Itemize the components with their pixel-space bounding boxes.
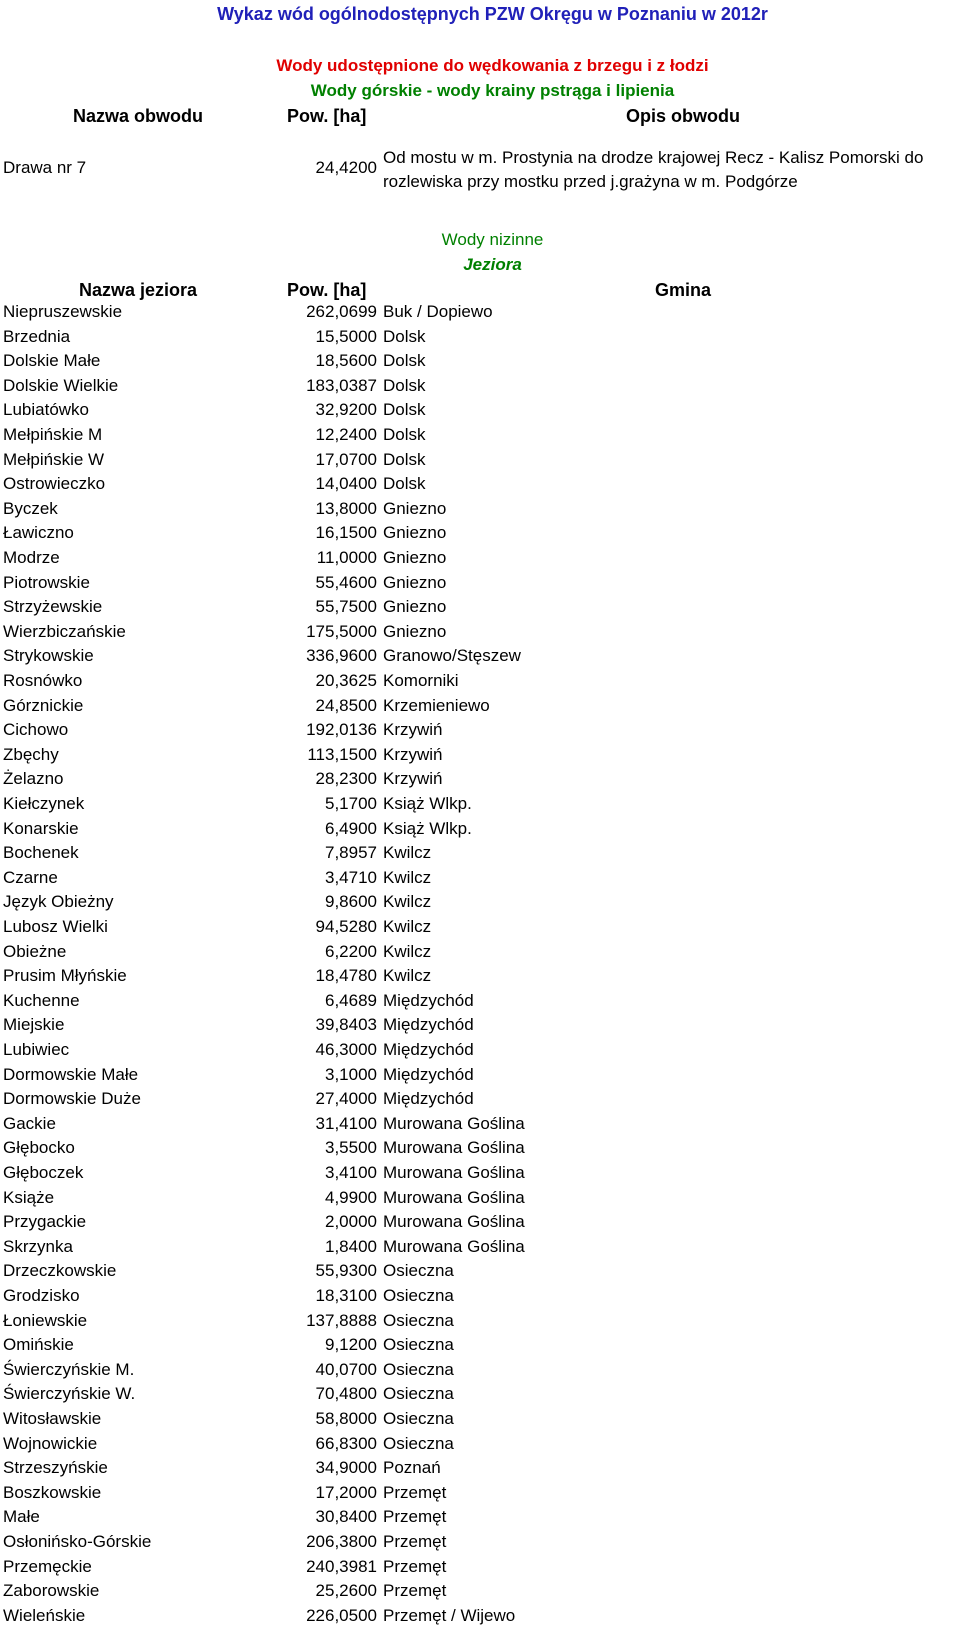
lake-name: Obieżne xyxy=(3,941,67,961)
lake-area: 24,8500 xyxy=(315,695,377,715)
lake-gmina: Przemęt xyxy=(383,1532,447,1551)
table-row xyxy=(0,1557,960,1582)
lake-gmina: Dolsk xyxy=(383,400,426,420)
lake-area: 7,8957 xyxy=(325,843,377,863)
lake-area: 6,4689 xyxy=(325,990,377,1010)
table-row xyxy=(0,1458,960,1483)
lake-name: Język Obieżny xyxy=(3,892,114,912)
lake-name: Cichowo xyxy=(3,720,69,740)
lake-name: Drzeczkowskie xyxy=(3,1261,117,1281)
table-row xyxy=(0,917,960,942)
lake-area: 14,0400 xyxy=(315,474,377,494)
lake-name: Byczek xyxy=(3,498,58,518)
table-row xyxy=(0,1237,960,1262)
lake-area: 3,1000 xyxy=(325,1064,377,1084)
lake-name: Ostrowieczko xyxy=(3,474,106,494)
lake-gmina: Murowana Goślina xyxy=(383,1113,525,1133)
table-row xyxy=(0,1335,960,1360)
table-row xyxy=(0,450,960,475)
table-row xyxy=(0,720,960,745)
lake-area: 70,4800 xyxy=(315,1384,377,1404)
column-header-lake-area: Pow. [ha] xyxy=(287,280,367,300)
lake-gmina: Osieczna xyxy=(383,1359,454,1379)
table-row xyxy=(0,1483,960,1508)
lake-gmina: Murowana Goślina xyxy=(383,1236,525,1256)
lake-area: 336,9600 xyxy=(306,646,377,666)
lake-gmina: Osieczna xyxy=(383,1384,454,1404)
lake-area: 55,9300 xyxy=(315,1261,377,1281)
lake-area: 4,9900 xyxy=(325,1187,377,1207)
column-header-area: Pow. [ha] xyxy=(287,106,367,126)
lake-gmina: Buk / Dopiewo xyxy=(383,302,493,321)
lake-area: 55,4600 xyxy=(315,572,377,592)
table-row xyxy=(0,966,960,991)
lake-name: Kuchenne xyxy=(3,990,80,1010)
lake-name: Dolskie Wielkie xyxy=(3,375,119,395)
lake-name: Modrze xyxy=(3,548,60,567)
lake-name: Bochenek xyxy=(3,843,79,863)
table-row xyxy=(0,1606,960,1631)
lake-area: 1,8400 xyxy=(325,1236,377,1256)
lake-name: Boszkowskie xyxy=(3,1482,102,1502)
lake-name: Przemęckie xyxy=(3,1556,92,1576)
lake-name: Witosławskie xyxy=(3,1409,102,1428)
lake-area: 15,5000 xyxy=(315,326,377,346)
table-row xyxy=(0,696,960,721)
table-row xyxy=(0,1532,960,1557)
lake-gmina: Gniezno xyxy=(383,597,447,617)
lake-area: 94,5280 xyxy=(315,917,377,936)
lake-gmina: Poznań xyxy=(383,1458,441,1478)
section-subheading-lakes: Jeziora xyxy=(463,255,522,274)
table-row xyxy=(0,1507,960,1532)
column-header-description: Opis obwodu xyxy=(626,106,740,126)
lake-gmina: Granowo/Stęszew xyxy=(383,646,521,666)
lake-gmina: Osieczna xyxy=(383,1310,454,1330)
lake-gmina: Dolsk xyxy=(383,351,426,371)
section-subheading-mountain-waters: Wody górskie - wody krainy pstrąga i lipienia xyxy=(310,81,675,100)
lake-name: Prusim Młyńskie xyxy=(3,966,127,986)
table-row xyxy=(0,1163,960,1188)
lake-name: Dormowskie Małe xyxy=(3,1064,139,1084)
lake-gmina: Krzywiń xyxy=(383,744,443,764)
table-row xyxy=(0,1188,960,1213)
lake-gmina: Międzychód xyxy=(383,1040,474,1059)
table-row xyxy=(0,1360,960,1385)
lake-area: 20,3625 xyxy=(315,671,377,690)
table-row xyxy=(0,1311,960,1336)
table-row xyxy=(0,425,960,450)
table-row xyxy=(0,1138,960,1163)
table-row xyxy=(0,646,960,671)
lake-name: Świerczyńskie W. xyxy=(3,1384,136,1404)
lake-area: 240,3981 xyxy=(306,1556,377,1576)
table-row xyxy=(0,548,960,573)
lake-name: Łoniewskie xyxy=(3,1310,88,1330)
lake-name: Głębocko xyxy=(3,1138,75,1158)
lake-gmina: Międzychód xyxy=(383,1089,474,1109)
lake-name: Zaborowskie xyxy=(3,1581,100,1601)
lake-gmina: Dolsk xyxy=(383,449,426,469)
lake-gmina: Kwilcz xyxy=(383,917,432,936)
lake-name: Strykowskie xyxy=(3,646,94,666)
lake-gmina: Osieczna xyxy=(383,1261,454,1281)
lake-name: Lubosz Wielki xyxy=(3,917,108,936)
lake-name: Strzeszyńskie xyxy=(3,1458,108,1478)
lake-gmina: Książ Wlkp. xyxy=(383,794,472,813)
lake-gmina: Gniezno xyxy=(383,548,447,567)
lake-area: 18,4780 xyxy=(315,966,377,986)
table-row xyxy=(0,1114,960,1139)
lake-gmina: Międzychód xyxy=(383,990,474,1010)
table-row xyxy=(0,843,960,868)
lake-area: 18,5600 xyxy=(315,351,377,371)
lake-area: 3,5500 xyxy=(325,1138,377,1158)
column-header-gmina: Gmina xyxy=(655,280,712,300)
lake-name: Wieleńskie xyxy=(3,1605,86,1625)
lake-name: Gackie xyxy=(3,1113,56,1133)
lake-name: Lubiatówko xyxy=(3,400,90,420)
table-row xyxy=(0,351,960,376)
lake-name: Kiełczynek xyxy=(3,794,85,813)
table-row xyxy=(0,499,960,524)
table-row xyxy=(0,1261,960,1286)
lake-gmina: Dolsk xyxy=(383,425,426,444)
lake-area: 5,1700 xyxy=(325,794,377,813)
table-row xyxy=(0,1040,960,1065)
lake-area: 192,0136 xyxy=(306,720,377,740)
table-row xyxy=(0,745,960,770)
lake-gmina: Przemęt xyxy=(383,1556,447,1576)
table-row xyxy=(0,1409,960,1434)
lake-area: 206,3800 xyxy=(306,1532,377,1551)
lake-area: 2,0000 xyxy=(325,1212,377,1232)
table-row xyxy=(0,573,960,598)
table-row xyxy=(0,819,960,844)
lake-name: Dolskie Małe xyxy=(3,351,101,371)
lake-area: 226,0500 xyxy=(306,1605,377,1625)
table-row xyxy=(0,622,960,647)
lake-gmina: Osieczna xyxy=(383,1433,454,1453)
lake-name: Mełpińskie W xyxy=(3,449,105,469)
column-header-district-name: Nazwa obwodu xyxy=(73,106,203,126)
lake-name: Mełpińskie M xyxy=(3,425,103,444)
lake-name: Przygackie xyxy=(3,1212,87,1232)
lake-gmina: Przemęt xyxy=(383,1581,447,1601)
lake-name: Omińskie xyxy=(3,1335,74,1355)
lake-area: 27,4000 xyxy=(315,1089,377,1109)
lake-area: 46,3000 xyxy=(315,1040,377,1059)
table-row xyxy=(0,671,960,696)
table-row xyxy=(0,474,960,499)
table-row xyxy=(0,942,960,967)
lake-gmina: Komorniki xyxy=(383,671,459,690)
lake-name: Zbęchy xyxy=(3,744,59,764)
lake-gmina: Gniezno xyxy=(383,572,447,592)
table-row xyxy=(0,1015,960,1040)
lake-area: 34,9000 xyxy=(315,1458,377,1478)
lake-gmina: Dolsk xyxy=(383,474,426,494)
lake-area: 32,9200 xyxy=(315,400,377,420)
lake-area: 18,3100 xyxy=(315,1286,377,1305)
table-row xyxy=(0,991,960,1016)
lake-area: 183,0387 xyxy=(306,375,377,395)
lake-area: 137,8888 xyxy=(306,1310,377,1330)
lake-name: Ławiczno xyxy=(3,523,74,543)
lake-gmina: Dolsk xyxy=(383,326,426,346)
lake-name: Konarskie xyxy=(3,818,79,838)
lake-area: 3,4100 xyxy=(325,1163,377,1182)
lake-gmina: Kwilcz xyxy=(383,966,432,986)
lake-name: Brzednia xyxy=(3,326,71,346)
lake-gmina: Przemęt xyxy=(383,1482,447,1502)
table-row xyxy=(0,1089,960,1114)
table-row xyxy=(0,769,960,794)
lake-name: Świerczyńskie M. xyxy=(3,1359,135,1379)
lake-gmina: Przemęt / Wijewo xyxy=(383,1605,516,1625)
column-header-lake-name: Nazwa jeziora xyxy=(79,280,198,300)
lake-name: Skrzynka xyxy=(3,1236,73,1256)
table-row xyxy=(0,1286,960,1311)
lake-area: 175,5000 xyxy=(306,621,377,641)
table-row xyxy=(0,1212,960,1237)
lake-gmina: Murowana Goślina xyxy=(383,1212,525,1232)
lake-name: Lubiwiec xyxy=(3,1040,70,1059)
table-row xyxy=(0,1384,960,1409)
table-row xyxy=(0,1065,960,1090)
lake-area: 58,8000 xyxy=(315,1409,377,1428)
lake-name: Grodzisko xyxy=(3,1286,80,1305)
lake-area: 12,2400 xyxy=(315,425,377,444)
lake-name: Górznickie xyxy=(3,695,84,715)
lake-name: Książe xyxy=(3,1187,55,1207)
lake-name: Wojnowickie xyxy=(3,1433,98,1453)
lake-gmina: Osieczna xyxy=(383,1335,454,1355)
lake-area: 17,0700 xyxy=(315,449,377,469)
lake-name: Strzyżewskie xyxy=(3,597,103,617)
lake-area: 9,1200 xyxy=(325,1335,377,1355)
lake-gmina: Kwilcz xyxy=(383,941,432,961)
table-row xyxy=(0,302,960,327)
lake-name: Głęboczek xyxy=(3,1163,84,1182)
section-heading-lowland-waters: Wody nizinne xyxy=(441,230,544,249)
lake-gmina: Gniezno xyxy=(383,523,447,543)
lake-name: Żelazno xyxy=(3,769,64,789)
lake-name: Wierzbiczańskie xyxy=(3,621,126,641)
lake-area: 113,1500 xyxy=(307,744,377,764)
table-row xyxy=(0,327,960,352)
lake-gmina: Międzychód xyxy=(383,1064,474,1084)
lake-gmina: Murowana Goślina xyxy=(383,1187,525,1207)
lake-area: 25,2600 xyxy=(315,1581,377,1601)
district-description: Od mostu w m. Prostynia na drodze krajowej Recz - Kalisz Pomorski do rozlewiska przy mostku przed j.grażyna w m. Podgórze xyxy=(383,148,924,191)
lake-name: Miejskie xyxy=(3,1015,65,1035)
lake-gmina: Gniezno xyxy=(383,621,447,641)
lake-area: 55,7500 xyxy=(315,597,377,617)
lake-gmina: Kwilcz xyxy=(383,843,432,863)
lake-name: Rosnówko xyxy=(3,671,83,690)
table-row xyxy=(0,400,960,425)
district-area: 24,4200 xyxy=(315,158,377,177)
lake-name: Dormowskie Duże xyxy=(3,1089,141,1109)
lake-area: 9,8600 xyxy=(325,892,377,912)
lake-area: 3,4710 xyxy=(325,867,377,887)
lake-gmina: Krzywiń xyxy=(383,720,443,740)
lake-name: Małe xyxy=(3,1507,40,1527)
lake-gmina: Murowana Goślina xyxy=(383,1163,525,1182)
lake-name: Czarne xyxy=(3,867,58,887)
lake-gmina: Kwilcz xyxy=(383,867,432,887)
section-heading-shore-boat: Wody udostępnione do wędkowania z brzegu i z łodzi xyxy=(276,56,709,75)
lake-area: 30,8400 xyxy=(315,1507,377,1527)
table-row xyxy=(0,868,960,893)
lake-gmina: Kwilcz xyxy=(383,892,432,912)
lake-area: 17,2000 xyxy=(315,1482,377,1502)
lake-gmina: Osieczna xyxy=(383,1286,454,1305)
lake-area: 11,0000 xyxy=(316,548,377,567)
lake-area: 6,2200 xyxy=(325,941,377,961)
lake-name: Osłonińsko-Górskie xyxy=(3,1532,152,1551)
lake-area: 16,1500 xyxy=(315,523,377,543)
lake-name: Niepruszewskie xyxy=(3,302,123,321)
lake-area: 28,2300 xyxy=(315,769,377,789)
lake-area: 13,8000 xyxy=(315,498,377,518)
table-row xyxy=(0,794,960,819)
table-row xyxy=(0,892,960,917)
lake-gmina: Dolsk xyxy=(383,375,426,395)
lake-name: Piotrowskie xyxy=(3,572,90,592)
lake-area: 66,8300 xyxy=(315,1433,377,1453)
lake-gmina: Krzywiń xyxy=(383,769,443,789)
page-title: Wykaz wód ogólnodostępnych PZW Okręgu w Poznaniu w 2012r xyxy=(217,4,768,24)
lake-area: 6,4900 xyxy=(325,818,377,838)
lake-gmina: Przemęt xyxy=(383,1507,447,1527)
table-row xyxy=(0,376,960,401)
table-row xyxy=(0,523,960,548)
lake-area: 262,0699 xyxy=(306,302,377,321)
lake-area: 40,0700 xyxy=(315,1359,377,1379)
table-row xyxy=(0,1434,960,1459)
lake-gmina: Międzychód xyxy=(383,1015,474,1035)
lake-area: 31,4100 xyxy=(315,1113,377,1133)
lake-gmina: Książ Wlkp. xyxy=(383,818,472,838)
lake-gmina: Murowana Goślina xyxy=(383,1138,525,1158)
lake-gmina: Krzemieniewo xyxy=(383,695,490,715)
lake-gmina: Osieczna xyxy=(383,1409,454,1428)
lake-gmina: Gniezno xyxy=(383,498,447,518)
table-row xyxy=(0,597,960,622)
district-name: Drawa nr 7 xyxy=(3,158,87,177)
table-row xyxy=(0,1581,960,1606)
lake-area: 39,8403 xyxy=(315,1015,377,1035)
